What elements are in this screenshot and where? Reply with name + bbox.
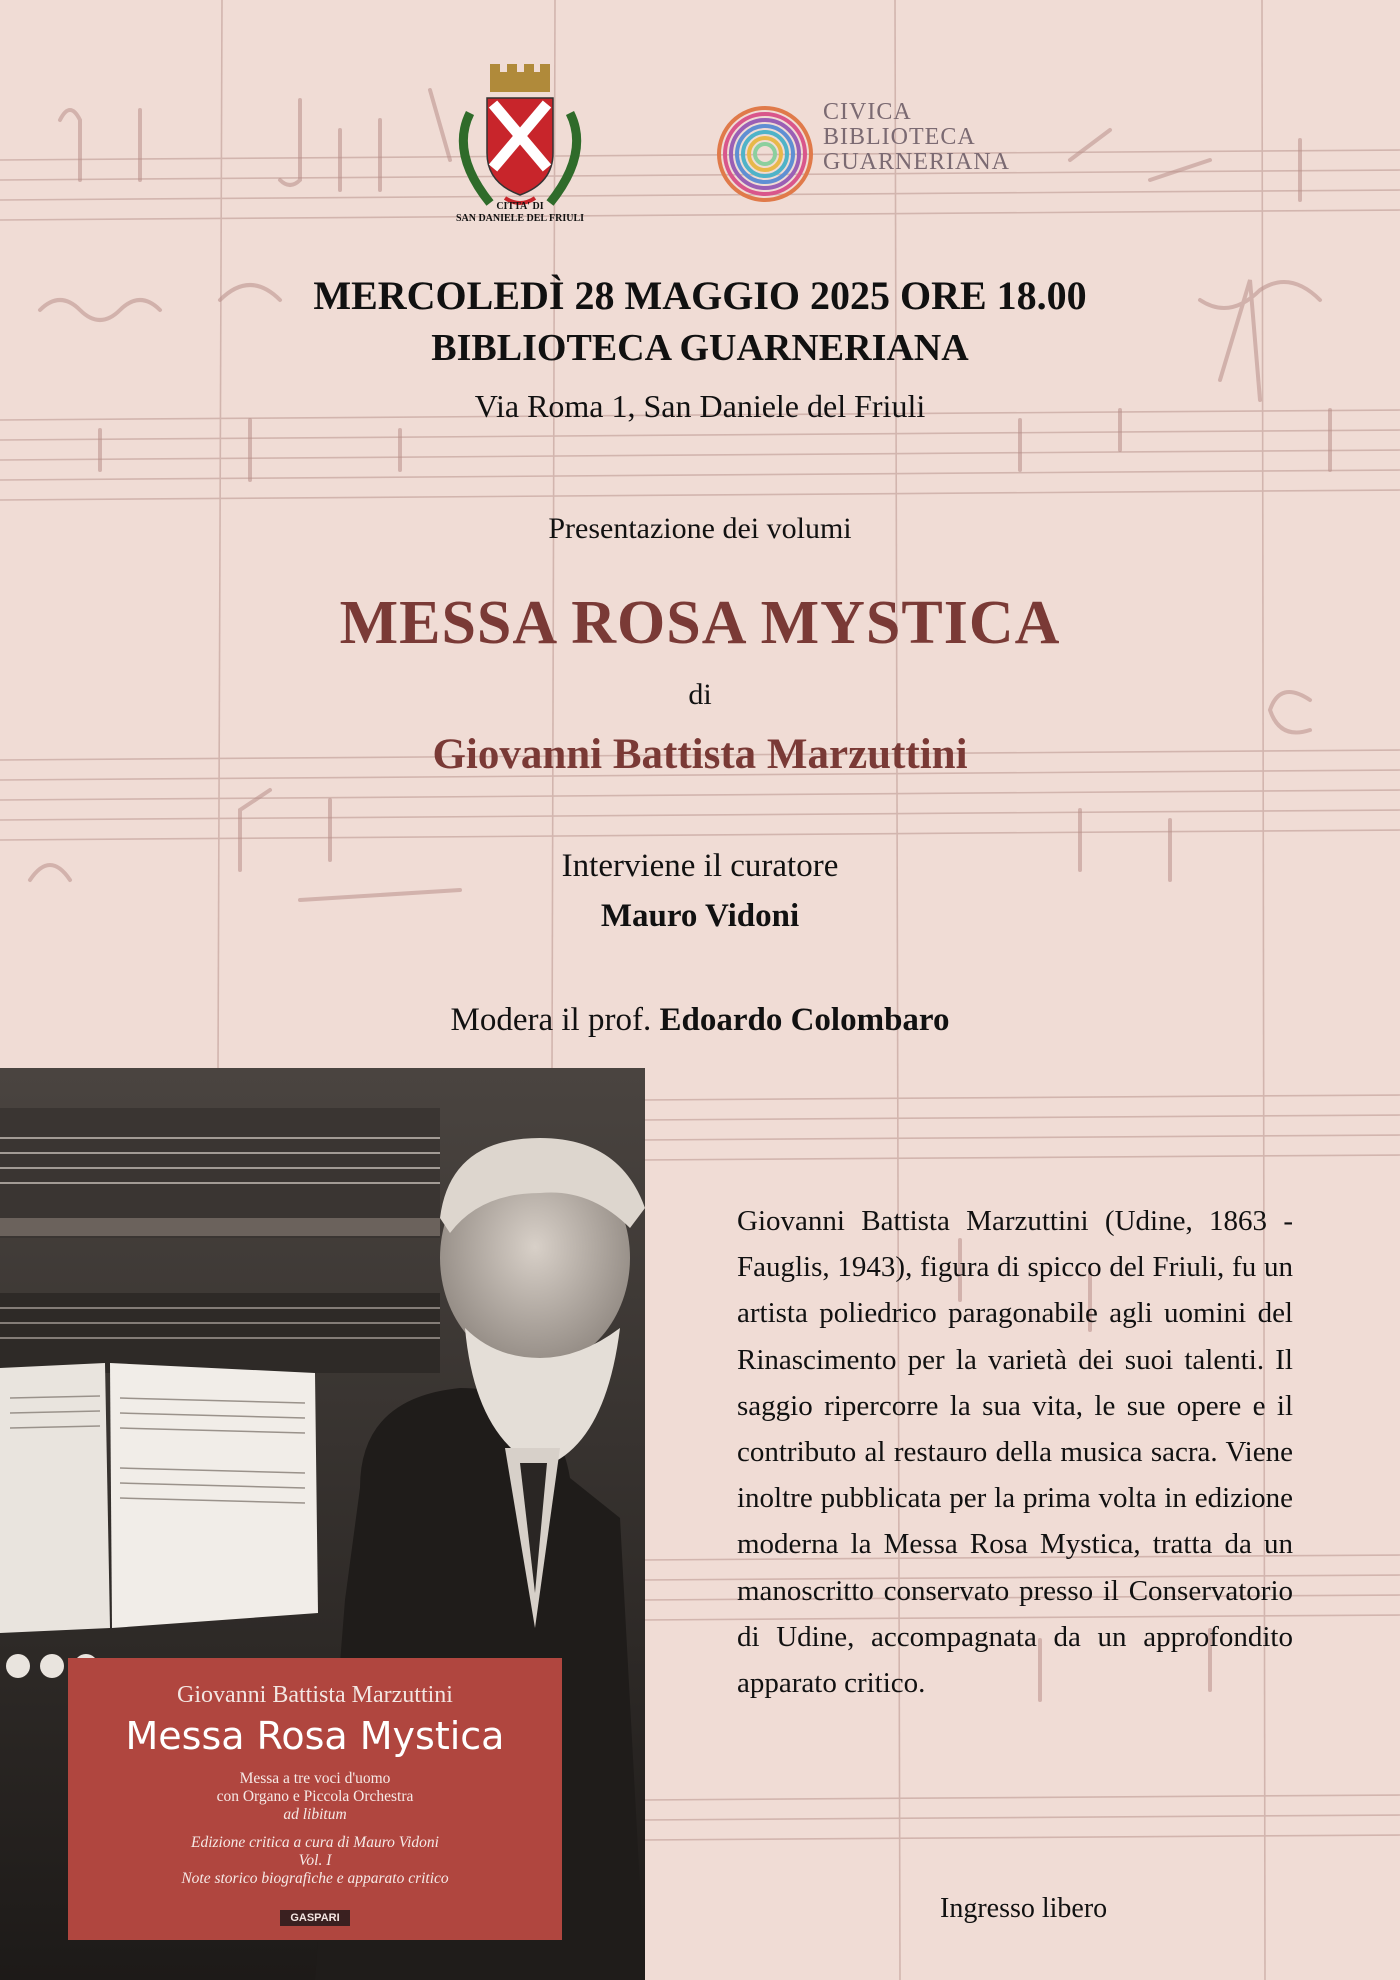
- concentric-circles-icon: [715, 104, 815, 204]
- city-coat-of-arms-logo: [445, 58, 595, 228]
- cover-notes: Note storico biografiche e apparato critico: [181, 1870, 449, 1887]
- cover-title: Messa Rosa Mystica: [125, 1714, 505, 1758]
- description-text: Giovanni Battista Marzuttini (Udine, 1863 - Fauglis, 1943), figura di spicco del Friuli, fu un artista poliedrico paragonabile agli uomini del Rinascimento per la varietà dei suoi talenti. Il saggio ripercorre la sua vita, le sue opere e il contributo al restauro della musica sacra. Viene inoltre pubblicata per la prima volta in edizione moderna la Messa Rosa Mystica, tratta da un manoscritto conservato presso il Conservatorio di Udine, accompagnata da un approfondito apparato critico.: [737, 1205, 1293, 1700]
- moderator-line: [0, 1002, 1400, 1039]
- library-name: CIVICA BIBLIOTECA GUARNERIANA: [823, 99, 1010, 175]
- presentation-author: Giovanni Battista Marzuttini: [432, 731, 968, 778]
- crown-icon: [490, 64, 550, 92]
- cover-volume: Vol. I: [298, 1852, 332, 1869]
- event-date: MERCOLEDÌ 28 MAGGIO 2025 ORE 18.00: [313, 273, 1087, 318]
- moderator-label: Modera il prof.: [450, 1002, 652, 1038]
- presentation-intro: Presentazione dei volumi: [548, 512, 852, 545]
- presentation-title: MESSA ROSA MYSTICA: [339, 589, 1061, 657]
- cover-subtitle-2: con Organo e Piccola Orchestra: [216, 1788, 414, 1805]
- book-cover-title-box: [68, 1658, 562, 1940]
- city-name: CITTA' DI SAN DANIELE DEL FRIULI: [455, 201, 585, 224]
- curator-label: Interviene il curatore: [561, 848, 839, 884]
- event-venue: BIBLIOTECA GUARNERIANA: [431, 327, 969, 369]
- library-logo: [715, 100, 1015, 210]
- cover-subtitle-3: ad libitum: [283, 1806, 347, 1823]
- book-cover-image: [0, 1068, 645, 1980]
- curator-name: Mauro Vidoni: [600, 898, 800, 934]
- cover-author: Giovanni Battista Marzuttini: [177, 1682, 453, 1708]
- cover-subtitle-1: Messa a tre voci d'uomo: [239, 1770, 391, 1787]
- event-address: Via Roma 1, San Daniele del Friuli: [474, 388, 926, 424]
- cover-publisher: GASPARI: [280, 1910, 350, 1926]
- cover-edition: Edizione critica a cura di Mauro Vidoni: [191, 1834, 439, 1851]
- moderator-name: Edoardo Colombaro: [659, 1002, 950, 1038]
- entry-note: Ingresso libero: [940, 1893, 1108, 1924]
- presentation-di: di: [688, 678, 712, 711]
